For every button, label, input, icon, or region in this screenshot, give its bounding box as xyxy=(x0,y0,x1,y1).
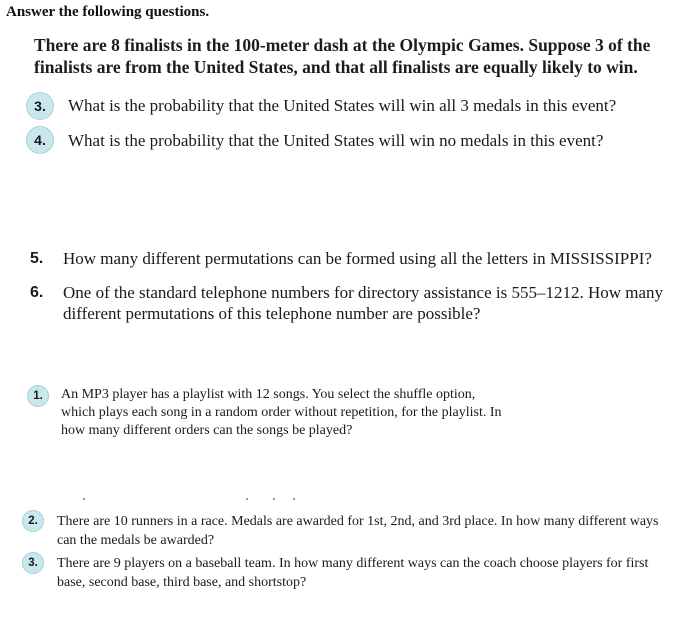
question-text: One of the standard telephone numbers for directory assistance is 555–1212. How many different permutations of this telephone number are possible? xyxy=(63,283,664,323)
intro-paragraph: There are 8 finalists in the 100-meter dash at the Olympic Games. Suppose 3 of the finalists are from the United States, and that all finalists are equally likely to win. xyxy=(34,35,651,77)
question-text: What is the probability that the United States will win all 3 medals in this event? xyxy=(68,96,617,115)
scan-speck xyxy=(83,498,85,500)
scan-speck xyxy=(293,498,295,500)
question-badge: 1. xyxy=(27,385,49,407)
question-badge: 3. xyxy=(22,552,44,574)
question-number: 5. xyxy=(30,250,44,267)
instructions-heading: Answer the following questions. xyxy=(6,4,210,20)
question-badge: 4. xyxy=(26,126,54,154)
question-text: There are 10 runners in a race. Medals are awarded for 1st, 2nd, and 3rd place. In how many different ways can the medals be awarded? xyxy=(57,514,659,548)
question-badge: 2. xyxy=(22,510,44,532)
question-text: How many different permutations can be formed using all the letters in MISSISSIPPI? xyxy=(63,249,652,268)
question-number: 6. xyxy=(30,284,44,301)
question-text: What is the probability that the United States will win no medals in this event? xyxy=(68,131,604,150)
question-text: There are 9 players on a baseball team. In how many different ways can the coach choose players for first base, second base, third base, and shortstop? xyxy=(57,556,649,590)
question-badge: 3. xyxy=(26,92,54,120)
scan-speck xyxy=(273,498,275,500)
question-text: An MP3 player has a playlist with 12 songs. You select the shuffle option, which plays each song in a random order without repetition, for the playlist. In how many different orders can the songs be played? xyxy=(61,387,502,438)
scan-speck xyxy=(246,498,248,500)
